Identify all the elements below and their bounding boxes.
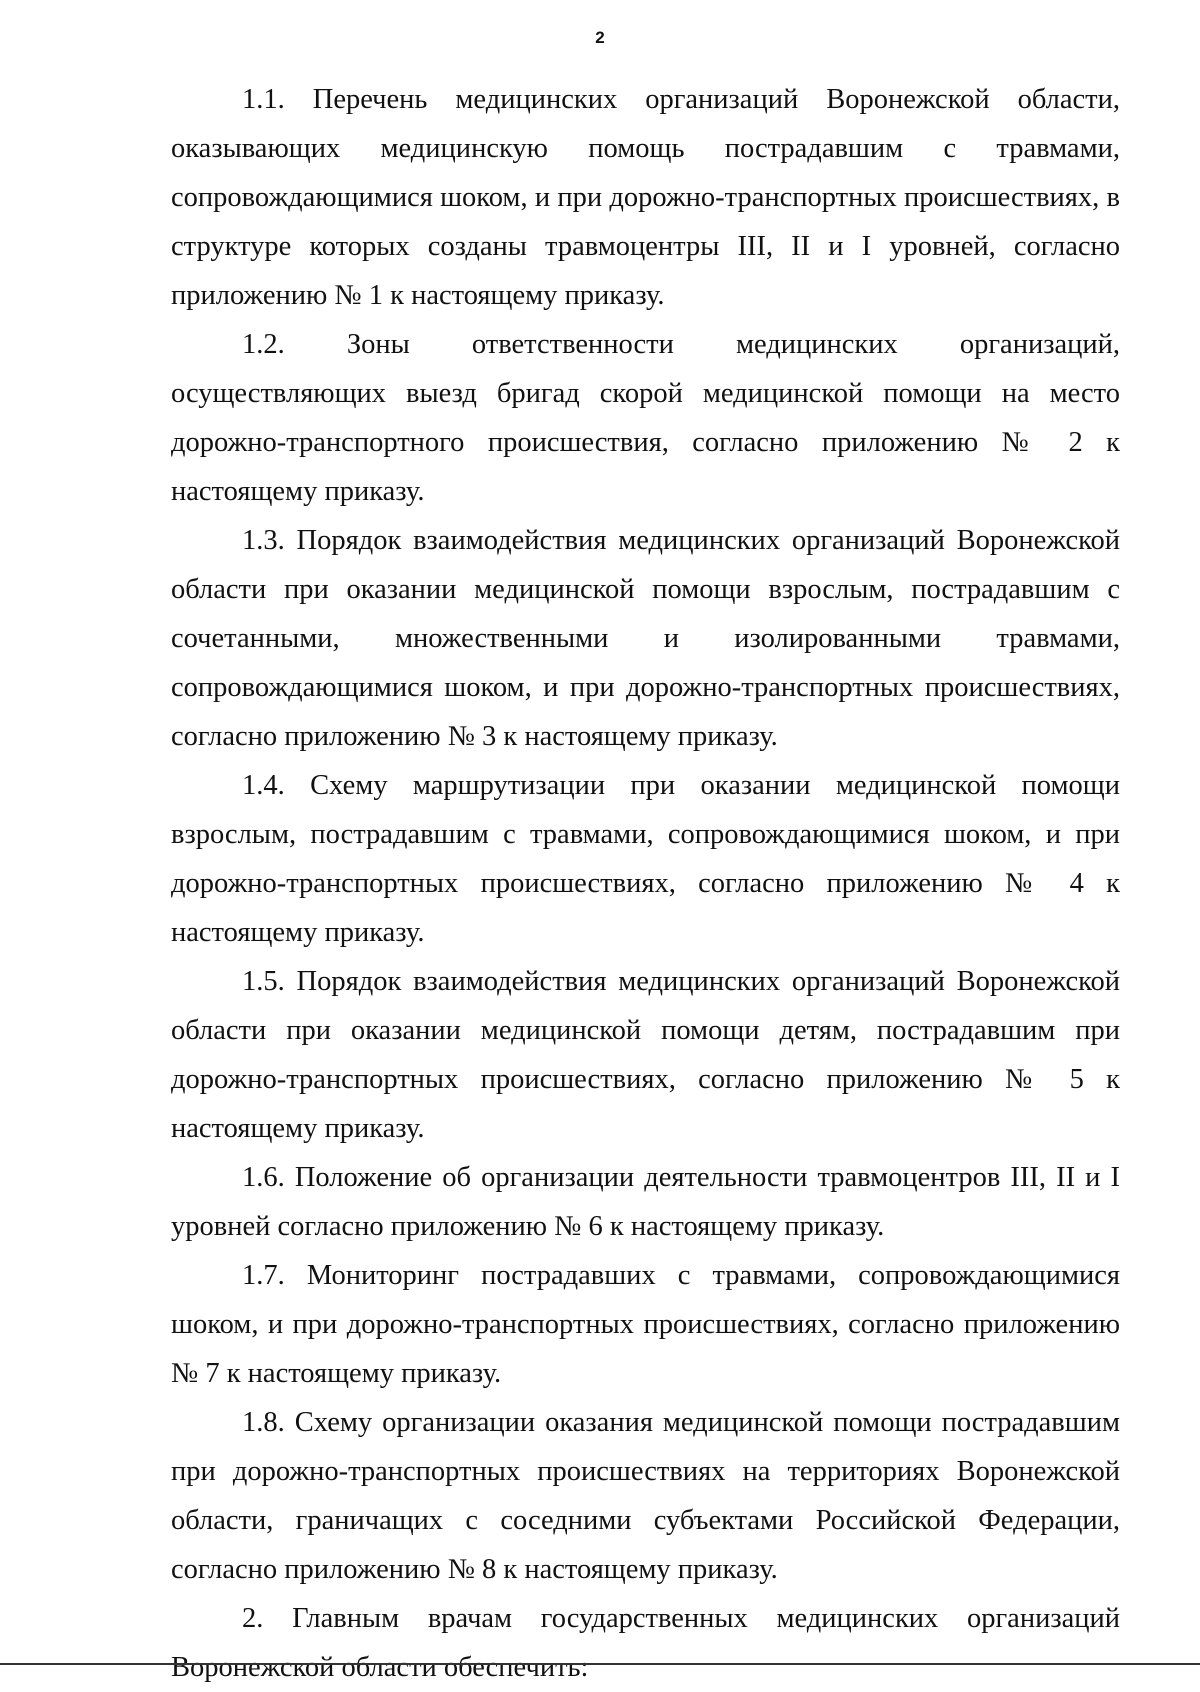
paragraph-1-6: 1.6. Положение об организации деятельности травмоцентров III, II и I уровней согласно приложению № 6 к настоящему приказу. (171, 1162, 1120, 1242)
paragraph-2: 2. Главным врачам государственных медицинских организаций Воронежской области обеспечить: (171, 1603, 1120, 1683)
paragraph-1-2: 1.2. Зоны ответственности медицинских организаций, осуществляющих выезд бригад скорой медицинской помощи на место дорожно-транспортного происшествия, согласно приложению № 2 к настоящему приказу. (171, 329, 1120, 507)
page-number: 2 (595, 28, 605, 47)
bottom-rule (0, 1663, 1200, 1665)
paragraph-1-8: 1.8. Схему организации оказания медицинской помощи пострадавшим при дорожно-транспортных происшествиях на территориях Воронежской области, граничащих с соседними субъектами Российской Федерации, согласно приложению № 8 к настоящему приказу. (171, 1407, 1120, 1585)
paragraph-1-1: 1.1. Перечень медицинских организаций Воронежской области, оказывающих медицинскую помощь пострадавшим с травмами, сопровождающимися шоком, и при дорожно-транспортных происшествиях, в структуре которых созданы травмоцентры III, II и I уровней, согласно приложению № 1 к настоящему приказу. (171, 84, 1120, 311)
paragraph-1-7: 1.7. Мониторинг пострадавших с травмами, сопровождающимися шоком, и при дорожно-транспортных происшествиях, согласно приложению № 7 к настоящему приказу. (171, 1260, 1120, 1389)
document-body (171, 75, 1120, 1692)
paragraph-1-5: 1.5. Порядок взаимодействия медицинских организаций Воронежской области при оказании медицинской помощи детям, пострадавшим при дорожно-транспортных происшествиях, согласно приложению № 5 к настоящему приказу. (171, 966, 1120, 1144)
paragraph-1-3: 1.3. Порядок взаимодействия медицинских организаций Воронежской области при оказании медицинской помощи взрослым, пострадавшим с сочетанными, множественными и изолированными травмами, сопровождающимися шоком, и при дорожно-транспортных происшествиях, согласно приложению № 3 к настоящему приказу. (171, 525, 1120, 752)
paragraph-1-4: 1.4. Схему маршрутизации при оказании медицинской помощи взрослым, пострадавшим с травмами, сопровождающимися шоком, и при дорожно-транспортных происшествиях, согласно приложению № 4 к настоящему приказу. (171, 770, 1120, 948)
